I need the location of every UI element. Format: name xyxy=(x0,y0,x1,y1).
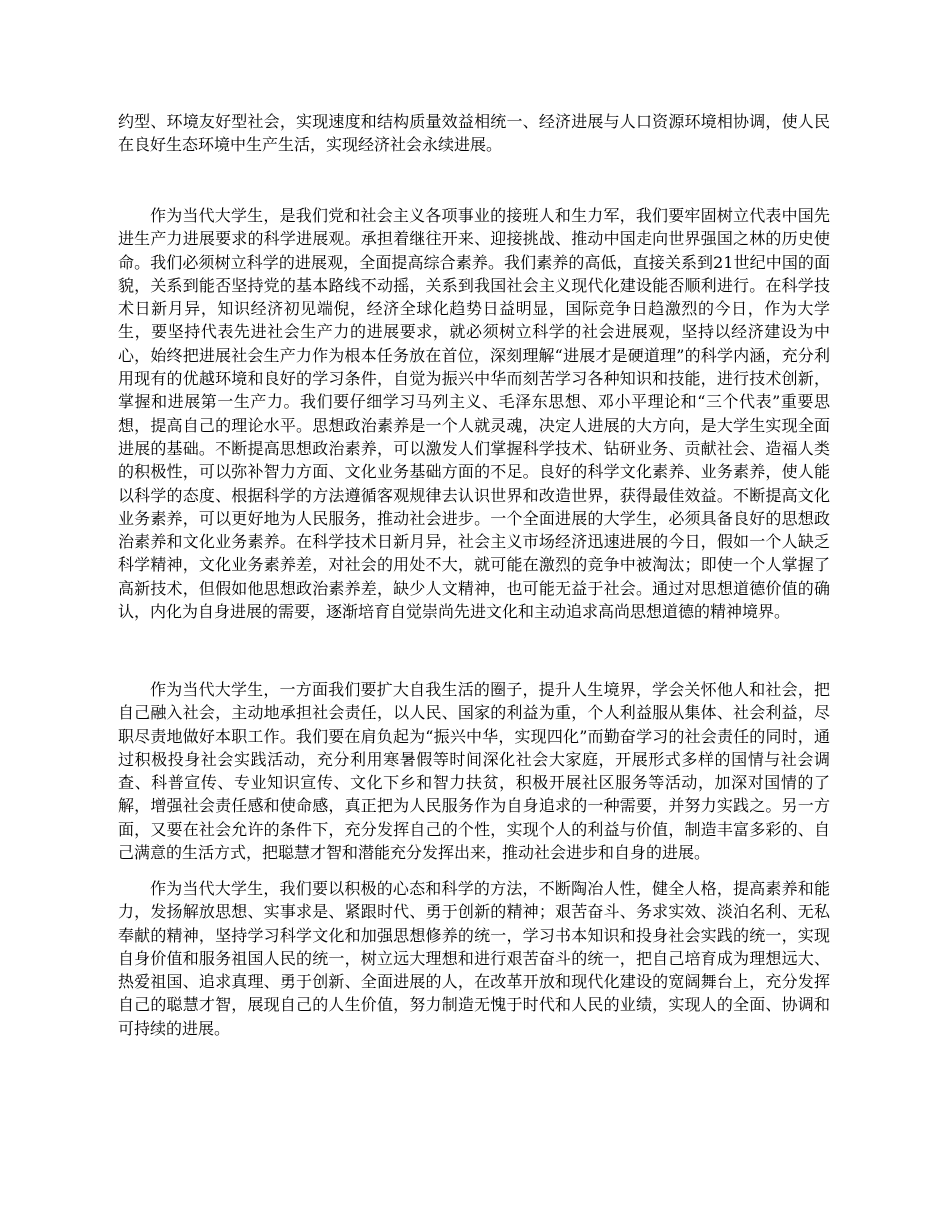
paragraph-continued: 约型、环境友好型社会，实现速度和结构质量效益相统一、经济进展与人口资源环境相协调，使人民在良好生态环境中生产生活，实现经济社会永续进展。 xyxy=(118,112,830,155)
paragraph-social-responsibility: 作为当代大学生，一方面我们要扩大自我生活的圈子，提升人生境界，学会关怀他人和社会，把自己融入社会，主动地承担社会责任，以人民、国家的利益为重，个人利益服从集体、社会利益，尽职尽责地做好本职工作。我们要在肩负起为“振兴中华，实现四化”而勤奋学习的社会责任的同时，通过积极投身社会实践活动，充分利用寒暑假等时间深化社会大家庭，开展形式多样的国情与社会调查、科普宣传、专业知识宣传、文化下乡和智力扶贫，积极开展社区服务等活动，加深对国情的了解，增强社会责任感和使命感，真正把为人民服务作为自身追求的一种需要，并努力实践之。另一方面，又要在社会允许的条件下，充分发挥自己的个性，实现个人的利益与价值，制造丰富多彩的、自己满意的生活方式，把聪慧才智和潜能充分发挥出来，推动社会进步和自身的进展。 xyxy=(118,680,830,863)
paragraph-scientific-development: 作为当代大学生，是我们党和社会主义各项事业的接班人和生力军，我们要牢固树立代表中国先进生产力进展要求的科学进展观。承担着继往开来、迎接挑战、推动中国走向世界强国之林的历史使命。我们必须树立科学的进展观，全面提高综合素养。我们素养的高低，直接关系到21世纪中国的面貌，关系到能否坚持党的基本路线不动摇，关系到我国社会主义现代化建设能否顺利进行。在科学技术日新月异，知识经济初见端倪，经济全球化趋势日益明显，国际竞争日趋激烈的今日，作为大学生，要坚持代表先进社会生产力的进展要求，就必须树立科学的社会进展观，坚持以经济建设为中心，始终把进展社会生产力作为根本任务放在首位，深刻理解“进展才是硬道理”的科学内涵，充分利用现有的优越环境和良好的学习条件，自觉为振兴中华而刻苦学习各种知识和技能，进行技术创新，掌握和进展第一生产力。我们要仔细学习马列主义、毛泽东思想、邓小平理论和“三个代表”重要思想，提高自己的理论水平。思想政治素养是一个人就灵魂，决定人进展的大方向，是大学生实现全面进展的基础。不断提高思想政治素养，可以激发人们掌握科学技术、钻研业务、贡献社会、造福人类的积极性，可以弥补智力方面、文化业务基础方面的不足。良好的科学文化素养、业务素养，使人能以科学的态度、根据科学的方法遵循客观规律去认识世界和改造世界，获得最佳效益。不断提高文化业务素养，可以更好地为人民服务，推动社会进步。一个全面进展的大学生，必须具备良好的思想政治素养和文化业务素养。在科学技术日新月异，社会主义市场经济迅速进展的今日，假如一个人缺乏科学精神，文化业务素养差，对社会的用处不大，就可能在激烈的竞争中被淘汰；即使一个人掌握了高新技术，但假如他思想政治素养差，缺少人文精神，也可能无益于社会。通过对思想道德价值的确认，内化为自身进展的需要，逐渐培育自觉崇尚先进文化和主动追求高尚思想道德的精神境界。 xyxy=(118,206,830,622)
paragraph-personal-cultivation: 作为当代大学生，我们要以积极的心态和科学的方法，不断陶冶人性，健全人格，提高素养和能力，发扬解放思想、实事求是、紧跟时代、勇于创新的精神；艰苦奋斗、务求实效、淡泊名利、无私奉献的精神，坚持学习科学文化和加强思想修养的统一，学习书本知识和投身社会实践的统一，实现自身价值和服务祖国人民的统一，树立远大理想和进行艰苦奋斗的统一，把自己培育成为理想远大、热爱祖国、追求真理、勇于创新、全面进展的人，在改革开放和现代化建设的宽阔舞台上，充分发挥自己的聪慧才智，展现自己的人生价值，努力制造无愧于时代和人民的业绩，实现人的全面、协调和可持续的进展。 xyxy=(118,879,830,1038)
